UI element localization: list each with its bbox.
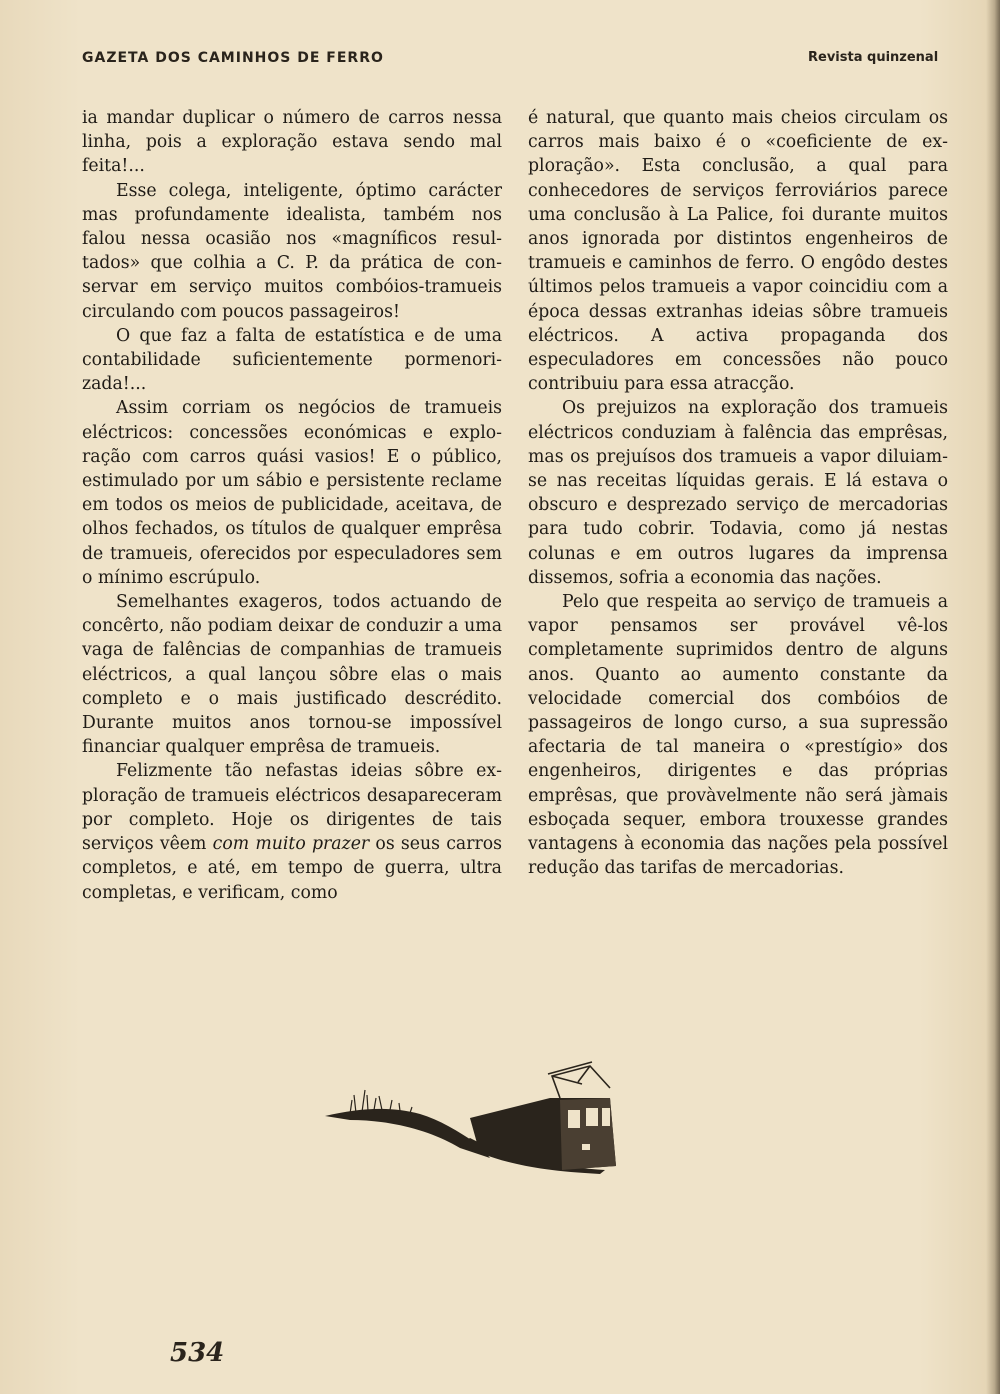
paragraph: Semelhantes exageros, todos actuando de concêrto, não podiam deixar de conduzir a uma vaga de falências de companhias de tramueis eléctricos, a qual lançou sôbre elas o mais completo e o mais justificado descrédito. Durante muitos anos tornou-se impossível financiar qualquer emprêsa de tramueis. (82, 592, 502, 758)
embankment-shape (325, 1109, 490, 1158)
paragraph: Pelo que respeita ao serviço de tramueis a vapor pensamos ser provável vê-los completamente suprimidos dentro de alguns anos. Quanto ao aumento constante da velocidade comercial dos combóios de passageiros de longo curso, a sua supressão afectaria de tal maneira o «prestígio» dos engenheiros, dirigentes e das próprias emprêsas, que provàvelmente não será jàmais esboçada sequer, embora trouxesse grandes vantagens à economia das nações pela possível redução das tarifas de mercadorias. (528, 592, 948, 879)
paragraph: Os prejuizos na exploração dos tramueis eléctricos conduziam à falência das emprêsas, mas os prejuísos dos tramueis a vapor diluiam-se nas receitas líquidas gerais. E lá estava o obscuro e desprezado serviço de mercadorias para tudo cobrir. Todavia, como já nestas colunas e em outros lugares da imprensa dissemos, sofria a economia das nações. (528, 398, 948, 588)
pantograph (548, 1062, 610, 1098)
page-number: 534 (170, 1338, 225, 1368)
paragraph: Esse colega, inteligente, óptimo carácter mas profundamente idealista, também nos falou nessa ocasião nos «magníficos resultados» que colhia a C. P. da prática de conservar em serviço muitos combóios-tramueis circulando com poucos passageiros! (82, 180, 502, 322)
paragraph: O que faz a falta de estatística e de uma contabilidade suficientemente pormenorizada!... (82, 325, 502, 395)
train-window (586, 1108, 598, 1126)
paragraph: ia mandar duplicar o número de carros nessa linha, pois a exploração estava sendo mal feita!... (82, 108, 502, 177)
paragraph: é natural, que quanto mais cheios circulam os carros mais baixo é o «coeficiente de exploração». Esta conclusão, a qual para conhecedores de serviços ferroviários parece uma conclusão à La Palice, foi durante muitos anos ignorada por distintos engenheiros de tramueis e caminhos de ferro. O engôdo destes últimos pelos tramueis a vapor coincidiu com a época dessas extranhas ideias sôbre tramueis eléctricos. A activa propaganda dos especuladores em concessões não pouco contribuiu para essa atracção. (528, 108, 948, 395)
paragraph: Assim corriam os negócios de tramueis eléctricos: concessões económicas e exploração com carros quási vasios! E o público, estimulado por um sábio e persistente reclame em todos os meios de publicidade, aceitava, de olhos fechados, os títulos de qualquer emprêsa de tramueis, oferecidos por especuladores sem o mínimo escrúpulo. (82, 398, 502, 588)
text-column-right (528, 106, 948, 881)
publication-title: GAZETA DOS CAMINHOS DE FERRO (82, 50, 384, 66)
paragraph-text: os seus carros completos, e até, em tempo de guerra, ultra completas, e verificam, como (82, 834, 502, 903)
page-edge-shadow (986, 0, 1000, 1394)
paragraph (82, 759, 502, 904)
publication-subtitle: Revista quinzenal (808, 50, 939, 65)
train-headlight (582, 1144, 590, 1150)
italic-phrase: com muito prazer (212, 834, 370, 855)
text-column-left (82, 106, 502, 905)
train-window (568, 1110, 580, 1128)
train-window (602, 1108, 610, 1126)
electric-train-icon (320, 1058, 625, 1183)
paragraph-text: Felizmente tão nefastas ideias sôbre exploração de tramueis eléctricos desapareceram por completo. Hoje os dirigentes de tais serviços vêem (82, 761, 502, 855)
